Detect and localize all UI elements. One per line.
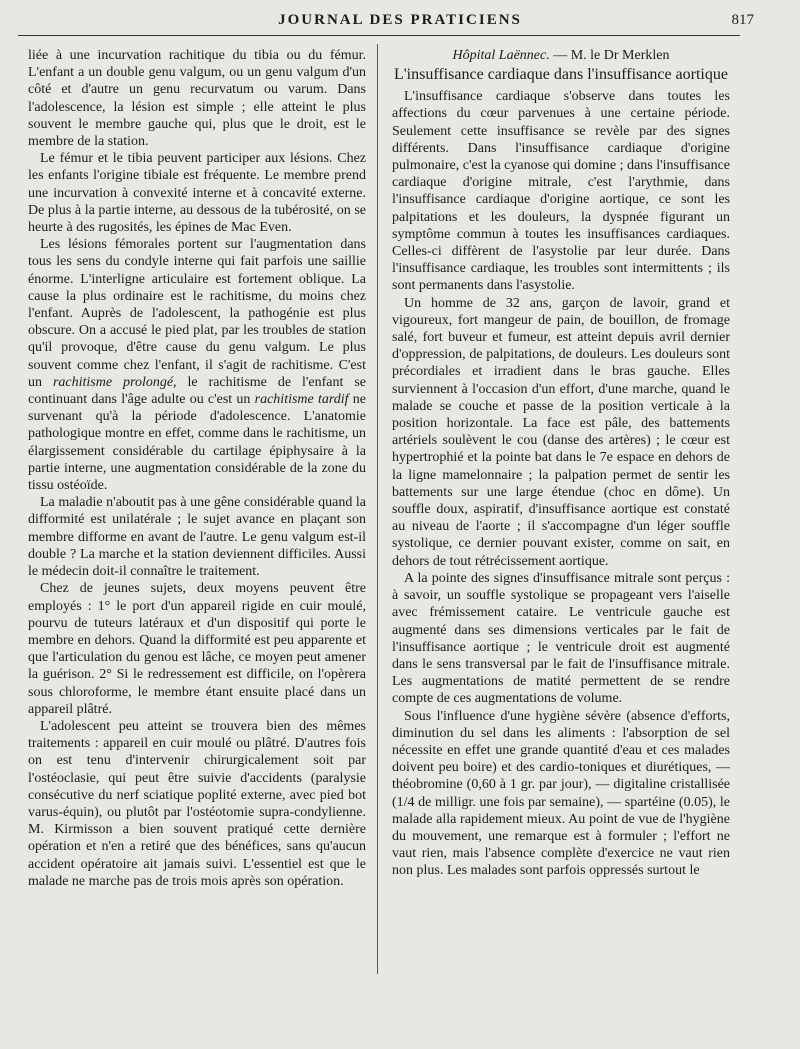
author-name: — M. le Dr Merklen bbox=[549, 48, 670, 63]
header-rule bbox=[18, 35, 740, 36]
paragraph: Un homme de 32 ans, garçon de lavoir, grand et vigoureux, fort mangeur de pain, de bouillon, de fromage salé, fort buveur et fumeur, est atteint depuis avril dernier d'oppression, de palpitations, de douleurs. Les douleurs sont précordiales et irradient dans le bras gauche. Elles surviennent à l'occasion d'un effort, d'une marche, quand le malade se couche et passe de la position verticale à la position horizontale. La face est pâle, des battements artériels soulèvent le cou (danse des artères) ; le cœur est hypertrophié et la pointe bat dans le 7e espace en dehors de la ligne mamelonnaire ; la palpation permet de sentir les battements sur une large étendue (choc en dôme). Un souffle doux, aspiratif, d'insuffisance aortique est constaté au niveau de l'aorte ; il s'accompagne d'un léger souffle systolique, ce dernier pouvant exister, comme on sait, en dehors de tout rétrécissement aortique. bbox=[392, 295, 730, 569]
italic-term: rachitisme tardif bbox=[254, 392, 349, 408]
paragraph: L'insuffisance cardiaque s'observe dans toutes les affections du cœur parvenues à une certaine période. Seulement cette insuffisance se revèle par des signes différents. Dans l'insuffisance cardiaque d'origine pulmonaire, c'est la cyanose qui domine ; dans l'insuffisance cardiaque d'origine mitrale, c'est l'arythmie, dans l'insuffisance cardiaque d'origine aortique, ce sont les palpitations et les douleurs, la dyspnée figurant un symptôme commun à toutes les insuffisances cardiaques. Celles-ci diffèrent de l'asystolie par leur durée. Dans l'insuffisance cardiaque, les troubles sont intermittents ; ils sont permanents dans l'asystolie. bbox=[392, 89, 730, 294]
running-head bbox=[0, 8, 800, 34]
hospital-name: Hôpital Laënnec. bbox=[452, 48, 550, 63]
paragraph: liée à une incurvation rachitique du tibia ou du fémur. L'enfant a un double genu valgum, ou un genu valgum d'un côté et d'autre un genu recurvatum ou varum. Dans l'adolescence, la lésion est simple ; elle atteint le plus souvent le membre gauche qui, plus que le droit, est le membre de la station. bbox=[28, 48, 366, 150]
paragraph: L'adolescent peu atteint se trouvera bien des mêmes traitements : appareil en cuir moulé ou plâtré. D'autres fois on est tenu d'intervenir chirurgicalement soit par l'ostéoclasie, qui peut être suivie d'accidents (paralysie consécutive du nerf sciatique poplité externe, avec pied bot varus-équin), ou plutôt par l'ostéotomie supra-condylienne. M. Kirmisson a bien souvent pratiqué cette dernière opération et n'en a retiré que des bénéfices, sans qu'aucun accident opératoire ait jamais suivi. L'essentiel est que le malade ne marche pas de trois mois après son opération. bbox=[28, 718, 366, 889]
column-divider bbox=[377, 44, 378, 974]
article-title: L'insuffisance cardiaque dans l'insuffisance aortique bbox=[394, 66, 728, 84]
paragraph-text: ne survenant qu'à la période d'adolescence. L'anatomie pathologique montre en effet, comme dans le rachitisme, un élargissement considérable du cartilage épiphysaire à la partie interne, une augmentation considérable de la zone du tissu ostéoïde. bbox=[28, 392, 366, 494]
italic-term: rachitisme prolongé bbox=[52, 374, 174, 390]
left-column bbox=[28, 47, 366, 890]
article-byline bbox=[392, 47, 730, 64]
paragraph: Le fémur et le tibia peuvent participer aux lésions. Chez les enfants l'origine tibiale est fréquente. Le membre prend une incurvation à convexité interne et à concavité externe. De plus à la partie interne, au dessous de la tubérosité, on se heurte à des rugosités, les épines de Mac Even. bbox=[28, 151, 366, 236]
page-number: 817 bbox=[731, 12, 754, 28]
paragraph: A la pointe des signes d'insuffisance mitrale sont perçus : à savoir, un souffle systolique se propageant vers l'aiselle avec frémissement cataire. Le ventricule gauche est augmenté dans ses dimensions verticales par le fait de l'insuffisance aortique ; le ventricule droit est augmenté dans le sens transversal par le fait de l'insuffisance mitrale. Les augmentations de matité permettent de se rendre compte de ces augmentations de volume. bbox=[392, 570, 730, 707]
journal-title: JOURNAL DES PRATICIENS bbox=[278, 12, 522, 28]
paragraph-text: Les lésions fémorales portent sur l'augmentation dans tous les sens du condyle interne qui fait parfois une saillie énorme. L'interligne articulaire est fortement oblique. La cause la plus ordinaire est le rachitisme, du moins chez l'enfant. Auprès de l'adolescent, la pathogénie est plus obscure. On a accusé le pied plat, par les troubles de station qu'il provoque, d'être cause du genu valgum. Le plus souvent comme chez l'enfant, il s'agit de rachitisme. C'est un bbox=[28, 237, 366, 390]
paragraph-text: , le rachitisme de l'enfant se continuant dans l'âge adulte ou c'est un bbox=[28, 374, 366, 408]
paragraph: Sous l'influence d'une hygiène sévère (absence d'efforts, diminution du sel dans les aliments : l'absorption de sel nécessite en effet une grande quantité d'eau et ces malades doivent peu boire) et des cardio-toniques et diurétiques, — théobromine (0,60 à 1 gr. par jour), — digitaline cristallisée (1/4 de milligr. une fois par semaine), — spartéine (0.05), le malade alla rapidement mieux. Au point de vue de l'hygiène du mouvement, une remarque est à formuler ; l'effort ne vaut rien, mais l'absence complète d'exercice ne vaut rien non plus. Les malades sont parfois oppressés surtout le bbox=[392, 708, 730, 879]
paragraph: La maladie n'aboutit pas à une gêne considérable quand la difformité est unilatérale ; le sujet avance en plaçant son membre difforme en avant de l'autre. Le genu valgum est-il double ? La marche et la station deviennent difficiles. Aussi le médecin doit-il connaître le traitement. bbox=[28, 495, 366, 580]
paragraph: Chez de jeunes sujets, deux moyens peuvent être employés : 1° le port d'un appareil rigide en cuir moulé, pourvu de tuteurs latéraux et d'un dispositif qui porte le membre en dehors. Quand la difformité est peu apparente et que l'articulation du genou est lâche, ce moyen peut amener la guérison. 2° Si le redressement est difficile, on l'opèrera sous chloroforme, le membre étant ensuite placé dans un appareil plâtré. bbox=[28, 581, 366, 717]
paragraph bbox=[28, 236, 366, 494]
right-column bbox=[392, 47, 730, 880]
